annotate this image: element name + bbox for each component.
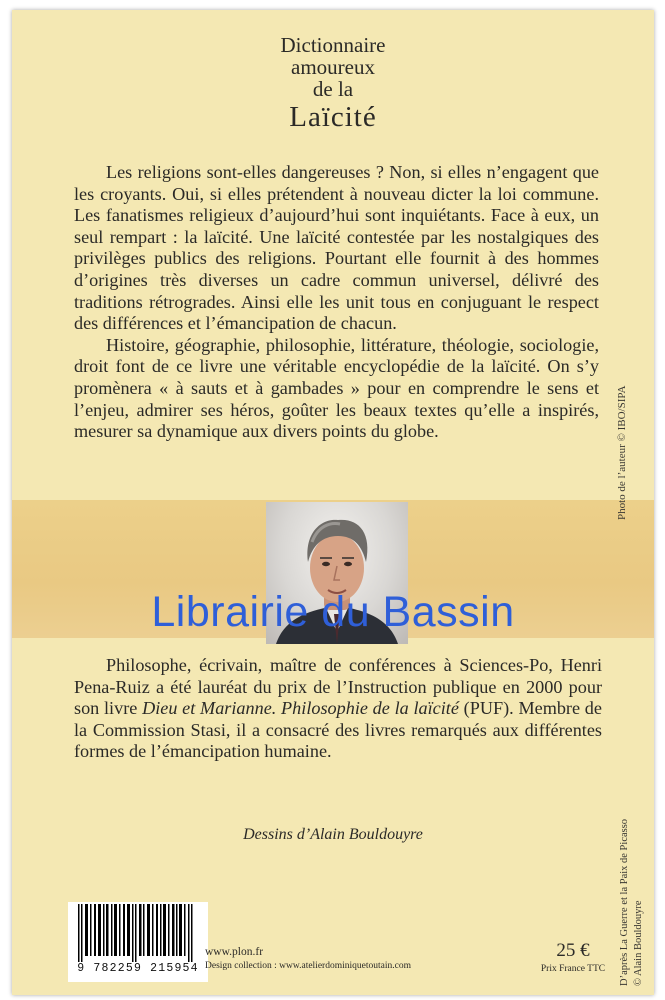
back-cover [12, 10, 654, 995]
bio-text-2: (PUF). Membre de la Commission Stasi, il a consacré des livres remarqués aux différentes formes de l’émancipation humaine. [74, 698, 602, 762]
author-bio [74, 655, 602, 763]
illustration-credit-line-1: D’après La Guerre et la Paix de Picasso [619, 818, 630, 986]
title-line-1: Dictionnaire [280, 33, 386, 57]
bio-text-1: Philosophe, écrivain, maître de conférences à Sciences-Po, Henri Pena-Ruiz a été lauréat du prix de l’Instruction publique en 2000 pour son livre [74, 655, 602, 719]
publisher-website: www.plon.fr [205, 946, 264, 958]
title-line-2: amoureux [291, 55, 375, 79]
price: 25 € [556, 940, 590, 961]
blurb-text [74, 162, 599, 443]
design-credit: Design collection : www.atelierdominiquetoutain.com [205, 961, 411, 971]
illustration-credit-line-2: © Alain Bouldouyre [633, 900, 644, 986]
title-line-4: Laïcité [289, 101, 377, 133]
book-title [12, 34, 654, 134]
bio-book-title: Dieu et Marianne. Philosophie de la laïcité [142, 698, 459, 719]
price-block [532, 940, 614, 974]
blurb-paragraph-1: Les religions sont-elles dangereuses ? Non, si elles n’engagent que les croyants. Oui, si elles prétendent à nouveau dicter la loi commune. Les fanatismes religieux d’aujourd’hui sont inquiétants. Face à eux, un seul rempart : la laïcité. Une laïcité contestée par les nostalgiques des privilèges publics des religions. Pourtant elle fournit à des hommes d’origines très diverses un cadre commun universel, délivré des traditions rétrogrades. Ainsi elle les unit tous en conjuguant le respect des différences et l’émancipation de chacun. [74, 162, 599, 334]
photo-credit: Photo de l’auteur © IBO/SIPA [616, 385, 628, 520]
isbn-number: 9 782259 215954 [77, 962, 199, 975]
blurb-paragraph-2: Histoire, géographie, philosophie, littérature, théologie, sociologie, droit font de ce livre une véritable encyclopédie de la laïcité. On s’y promènera « à sauts et à gambades » pour en comprendre le sens et l’enjeu, admirer ses héros, goûter les beaux textes qu’elle a inspirés, mesurer sa dynamique aux divers points du globe. [74, 334, 599, 442]
illustration-credit [618, 819, 646, 986]
barcode-bars [68, 904, 208, 962]
publisher-info [205, 946, 411, 971]
price-note: Prix France TTC [540, 964, 606, 974]
title-line-3: de la [312, 77, 354, 101]
bookshop-watermark: Librairie du Bassin [151, 588, 515, 636]
drawings-credit: Dessins d’Alain Bouldouyre [243, 826, 423, 843]
barcode [68, 902, 208, 982]
